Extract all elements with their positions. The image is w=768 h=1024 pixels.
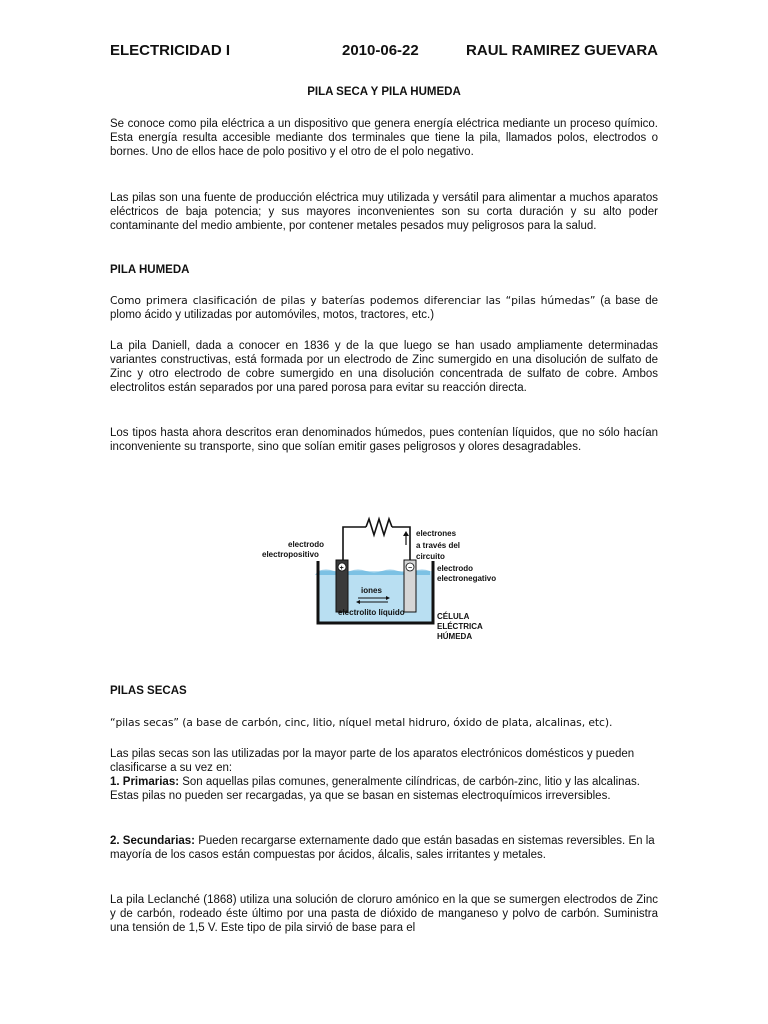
minus-sign: −	[408, 565, 413, 572]
secundarias-text: Pueden recargarse externamente dado que están basadas en sistemas reversibles. En la mayoría de los casos están compuestas por ácidos, álcalis, sales irritantes y metales.	[110, 835, 655, 861]
paragraph-humeda-2: La pila Daniell, dada a conocer en 1836 y de la que luego se han usado ampliamente determinadas variantes constructivas, está formada por un electrodo de Zinc sumergido en una disolución de sulfato de Zinc y otro electrodo de cobre sumergido en una disolución concentrada de sulfato de cobre. Ambos electrolitos están separados por una pared porosa para evitar su reacción directa.	[110, 340, 658, 394]
label-celula-2: ELÉCTRICA	[437, 622, 483, 631]
label-electrones-2: a través del	[416, 541, 461, 550]
label-electrodo-pos-1: electrodo	[288, 540, 325, 549]
primarias-text: Son aquellas pilas comunes, generalmente cilíndricas, de carbón-zinc, litio y las alcalinas. Estas pilas no pueden ser recargadas, ya que se basan en sistemas electroquímicos irreversibles.	[110, 776, 640, 802]
humeda-1-rest-text: (a base de plomo ácido y utilizadas por automóviles, motos, tractores, etc.)	[110, 295, 658, 321]
document-title: PILA SECA Y PILA HUMEDA	[307, 86, 461, 98]
paragraph-humeda-1	[110, 294, 658, 322]
label-celula-3: HÚMEDA	[437, 632, 473, 641]
paragraph-secas-2	[110, 747, 658, 803]
humeda-1-intro-text: Como primera clasificación de pilas y baterías podemos diferenciar las “pilas húmedas”	[110, 294, 596, 307]
label-electrodo-neg-1: electrodo	[437, 564, 474, 573]
author-name: RAUL RAMIREZ GUEVARA	[466, 42, 658, 59]
paragraph-secundarias	[110, 834, 658, 862]
circuit-wire-right	[392, 527, 410, 560]
label-electrodo-pos-2: electropositivo	[262, 550, 319, 559]
secas-2-text: Las pilas secas son las utilizadas por la mayor parte de los aparatos electrónicos domésticos y pueden clasificarse a su vez en:	[110, 748, 635, 774]
paragraph-secas-1: “pilas secas” (a base de carbón, cinc, litio, níquel metal hidruro, óxido de plata, alcalinas, etc).	[110, 716, 613, 729]
label-electrones-1: electrones	[416, 529, 457, 538]
label-electrodo-neg-2: electronegativo	[437, 574, 497, 583]
circuit-wire-left	[343, 527, 366, 560]
document-date: 2010-06-22	[342, 42, 419, 59]
arrow-head-icon	[403, 531, 409, 536]
label-celula-1: CÉLULA	[437, 612, 470, 621]
label-electrones-3: circuito	[416, 552, 445, 561]
primarias-label: 1. Primarias:	[110, 776, 180, 788]
heading-pilas-secas: PILAS SECAS	[110, 685, 187, 697]
secundarias-label: 2. Secundarias:	[110, 835, 196, 847]
paragraph-leclanche: La pila Leclanché (1868) utiliza una solución de cloruro amónico en la que se sumergen electrodos de Zinc y de carbón, rodeado éste último por una pasta de dióxido de manganeso y polvo de carbón. Suministra una tensión de 1,5 V. Este tipo de pila sirvió de base para el	[110, 894, 658, 934]
resistor-icon	[366, 519, 392, 535]
heading-pila-humeda: PILA HUMEDA	[110, 264, 190, 276]
label-iones: iones	[361, 586, 382, 595]
page-header	[110, 42, 658, 62]
paragraph-intro-1: Se conoce como pila eléctrica a un dispositivo que genera energía eléctrica mediante un proceso químico. Esta energía resulta accesible mediante dos terminales que tiene la pila, llamados polos, electrodos o bornes. Uno de ellos hace de polo positivo y el otro de el polo negativo.	[110, 118, 658, 158]
paragraph-humeda-3: Los tipos hasta ahora descritos eran denominados húmedos, pues contenían líquidos, que no sólo hacían inconveniente su transporte, sino que solían emitir gases peligrosos y olores desagradables.	[110, 427, 658, 453]
course-title: ELECTRICIDAD I	[110, 42, 230, 59]
paragraph-intro-2: Las pilas son una fuente de producción eléctrica muy utilizada y versátil para alimentar a muchos aparatos eléctricos de baja potencia; y sus mayores inconvenientes son su corta duración y su alto poder contaminante del medio ambiente, por contener metales pesados muy peligrosos para la salud.	[110, 192, 658, 232]
plus-sign: +	[339, 565, 344, 572]
wet-cell-diagram	[258, 505, 508, 650]
label-electrolito: electrolito líquido	[338, 608, 405, 617]
